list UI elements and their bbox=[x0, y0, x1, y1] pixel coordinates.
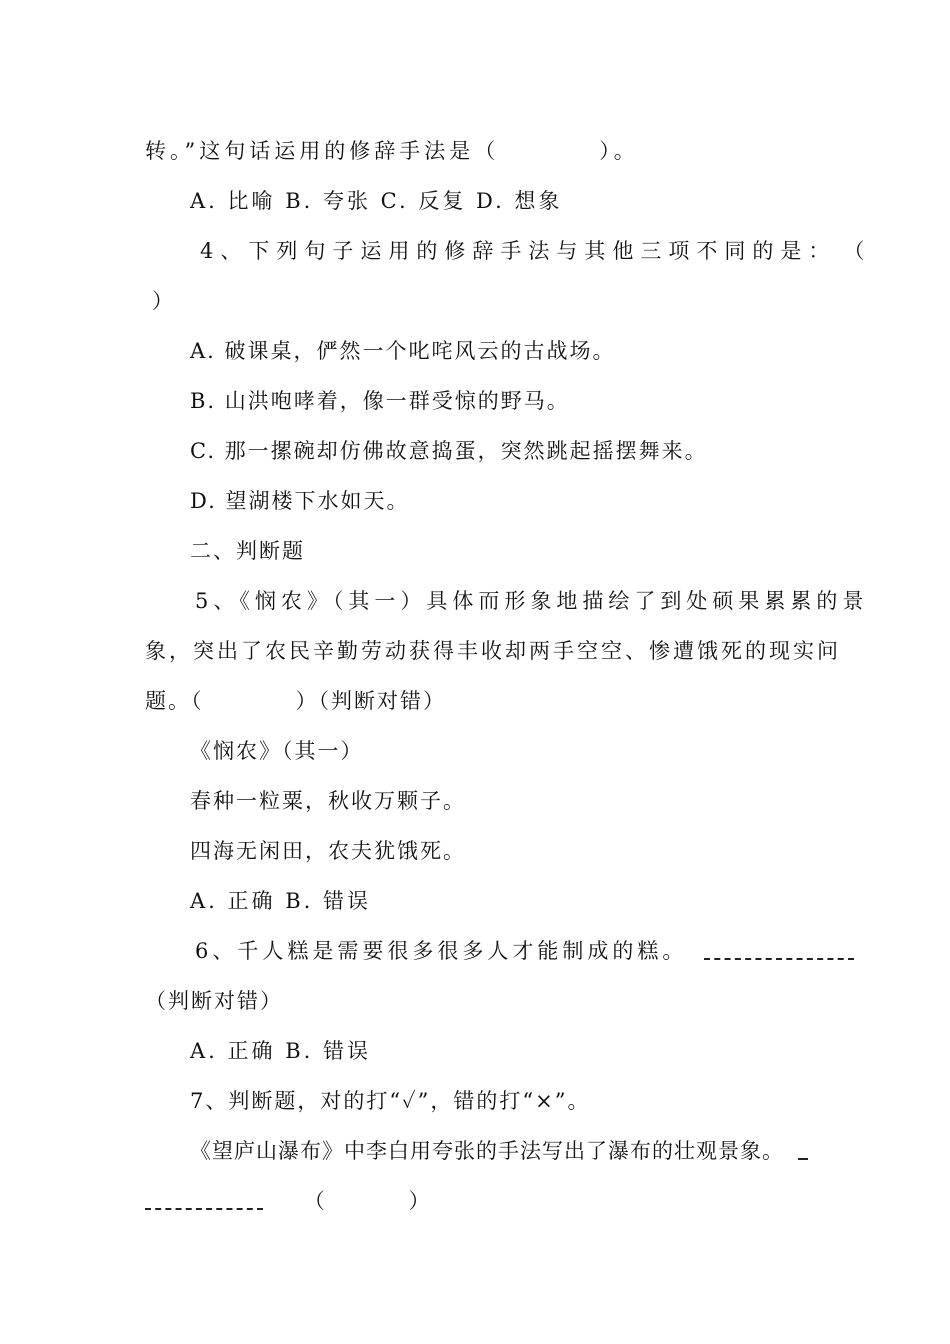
poem-line-1: 春种一粒粟，秋收万颗子。 bbox=[190, 789, 466, 813]
options-q6: A. 正确 B. 错误 bbox=[190, 1039, 371, 1063]
question-4-bracket-close: ） bbox=[152, 289, 173, 313]
poem-title: 《悯农》（其一） bbox=[190, 739, 364, 763]
answer-blank-q7[interactable] bbox=[145, 1196, 263, 1210]
option-4b: B. 山洪咆哮着，像一群受惊的野马。 bbox=[190, 389, 570, 413]
question-6-note: （判断对错） bbox=[145, 989, 283, 1013]
question-7: 7、判断题，对的打“✓”，错的打“×”。 bbox=[190, 1089, 591, 1113]
option-4d: D. 望湖楼下水如天。 bbox=[190, 489, 410, 513]
question-6-text: 6、千人糕是需要很多很多人才能制成的糕。 bbox=[195, 939, 688, 963]
answer-blank-q7-start[interactable] bbox=[798, 1146, 808, 1160]
text-line-q3-end: 转。”这句话运用的修辞手法是（ ）。 bbox=[145, 139, 639, 163]
answer-blank-q6[interactable] bbox=[704, 946, 854, 960]
option-4a: A. 破课桌，俨然一个叱咤风云的古战场。 bbox=[190, 339, 616, 363]
question-5-line-3: 题。（ ）（判断对错） bbox=[145, 689, 446, 713]
options-q3: A. 比喻 B. 夸张 C. 反复 D. 想象 bbox=[190, 189, 563, 213]
question-5-line-1: 5、《悯农》（其一）具体而形象地描绘了到处硕果累累的景 bbox=[195, 589, 869, 613]
question-7-statement bbox=[190, 1136, 808, 1166]
option-4c: C. 那一摞碗却仿佛故意捣蛋，突然跳起摇摆舞来。 bbox=[190, 439, 708, 463]
section-heading-judgement: 二、判断题 bbox=[190, 539, 305, 563]
question-7-answer bbox=[145, 1186, 430, 1216]
question-5-line-2: 象，突出了农民辛勤劳动获得丰收却两手空空、惨遭饿死的现实问 bbox=[145, 639, 841, 663]
question-7-statement-text: 《望庐山瀑布》中李白用夸张的手法写出了瀑布的壮观景象。 bbox=[190, 1139, 784, 1163]
poem-line-2: 四海无闲田，农夫犹饿死。 bbox=[190, 839, 466, 863]
question-4: 4、下列句子运用的修辞手法与其他三项不同的是： （ bbox=[200, 239, 872, 263]
question-6 bbox=[195, 936, 854, 966]
options-q5: A. 正确 B. 错误 bbox=[190, 889, 371, 913]
question-7-bracket: （ ） bbox=[303, 1189, 430, 1213]
